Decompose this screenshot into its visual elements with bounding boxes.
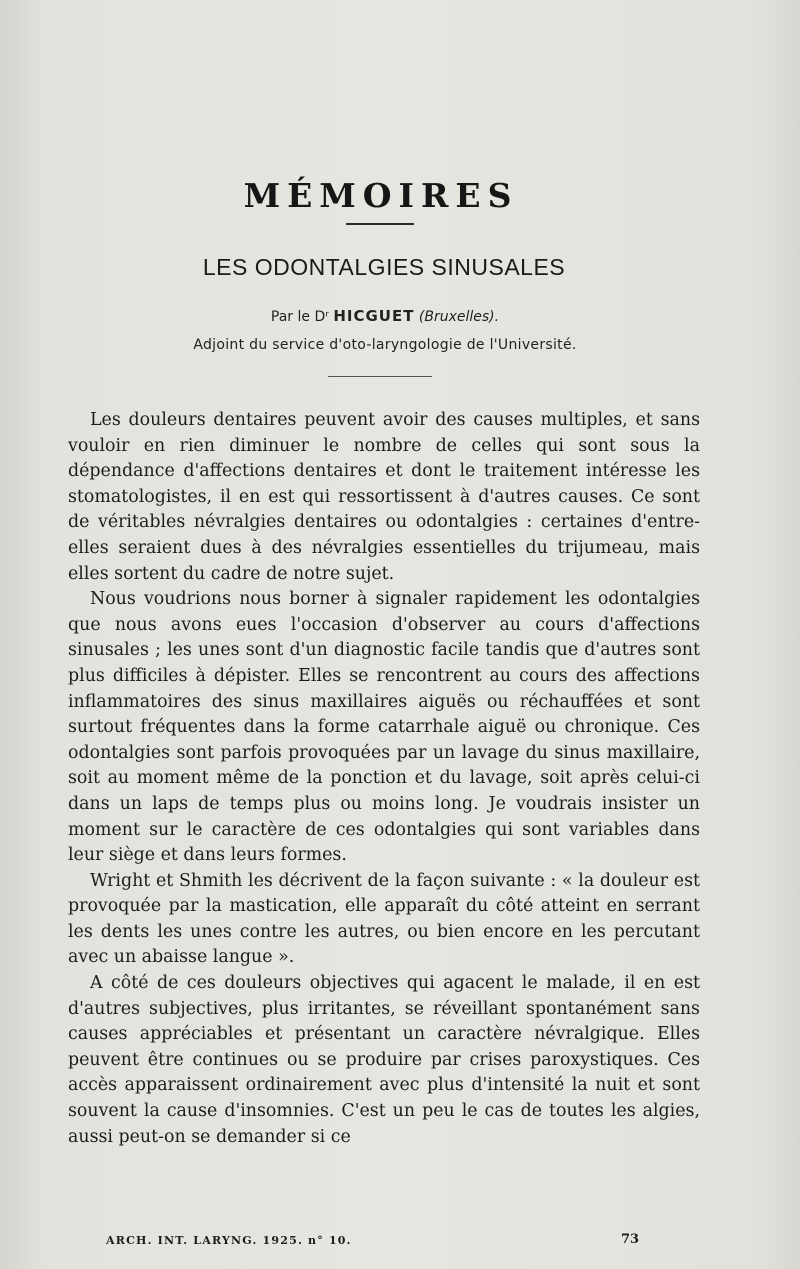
title-divider [346,223,414,225]
page-number: 73 [621,1232,640,1247]
author-affiliation: Adjoint du service d'oto-laryngologie de l'Université. [193,337,577,353]
paragraph: A côté de ces douleurs objectives qui agacent le malade, il en est d'autres subjectives, plus irritantes, se réveillant spontanément sans causes appréciables et présentant un caractère névralgique. Elles peuvent être continues ou se produire par crises paroxystiques. Ces accès apparaissent ordinairement avec plus d'intensité la nuit et sont souvent la cause d'insomnies. C'est un peu le cas de toutes les algies, aussi peut-on se demander si ce [68,973,700,1147]
section-title: MÉMOIRES [243,176,519,215]
byline-prefix: Par le Dʳ [270,309,329,325]
section-divider [328,376,432,377]
paragraph: Les douleurs dentaires peuvent avoir des causes multiples, et sans vouloir en rien diminuer le nombre de celles qui sont sous la dépendance d'affections dentaires et dont le traitement intéresse les stomatologistes, il en est qui ressortissent à d'autres causes. Ce sont de véritables névralgies dentaires ou odontalgies : certaines d'entre-elles seraient dues à des névralgies essentielles du trijumeau, mais elles sortent du cadre de notre sujet. [68,410,700,584]
author-city: (Bruxelles). [418,309,500,325]
paragraph: Wright et Shmith les décrivent de la façon suivante : « la douleur est provoquée par la mastication, elle apparaît du côté atteint en serrant les dents les unes contre les autres, ou bien encore en les percutant avec un abaisse langue ». [68,870,700,968]
byline [0,307,770,325]
journal-citation: ARCH. INT. LARYNG. 1925. n° 10. [106,1234,352,1247]
author-name: HICGUET [333,307,415,325]
paragraph: Nous voudrions nous borner à signaler rapidement les odontalgies que nous avons eues l'occasion d'observer au cours d'affections sinusales ; les unes sont d'un diagnostic facile tandis que d'autres sont plus difficiles à dépister. Elles se rencontrent au cours des affections inflammatoires des sinus maxillaires aiguës ou réchauffées et sont surtout fréquentes dans la forme catarrhale aiguë ou chronique. Ces odontalgies sont parfois provoquées par un lavage du sinus maxillaire, soit au moment même de la ponction et du lavage, soit après celui-ci dans un laps de temps plus ou moins long. Je voudrais insister un moment sur le caractère de ces odontalgies qui sont variables dans leur siège et dans leurs formes. [68,589,700,866]
article-body [68,408,700,1150]
article-title: LES ODONTALGIES SINUSALES [202,254,566,280]
